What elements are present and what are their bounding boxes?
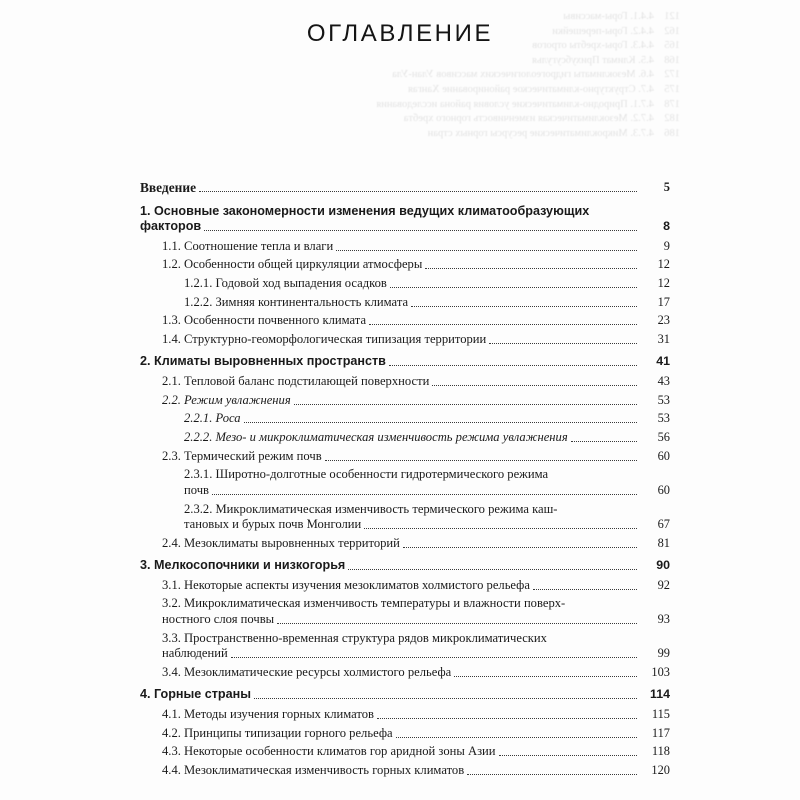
toc-entry[interactable]: [162, 239, 670, 255]
toc-entry-last-line: [184, 517, 670, 533]
toc-entry-label: Введение: [140, 180, 197, 195]
toc-page-number: 23: [657, 313, 670, 328]
toc-entry-last-line: [162, 646, 670, 662]
toc-entry[interactable]: [184, 295, 670, 311]
toc-entry-label: 1.1. Соотношение тепла и влаги: [162, 238, 334, 253]
ghost-line-number: 165: [664, 40, 680, 52]
toc-leader-dots: [231, 656, 637, 658]
toc-leader-dots: [244, 421, 637, 423]
toc-entry-last-line: [162, 612, 670, 628]
toc-entry-label: 4. Горные страны: [140, 687, 251, 702]
toc-entry[interactable]: [162, 578, 670, 594]
toc-entry[interactable]: [184, 502, 670, 533]
toc-entry[interactable]: [140, 354, 670, 370]
toc-leader-dots: [325, 459, 637, 461]
toc-leader-dots: [425, 267, 637, 269]
toc-page-number: 17: [657, 294, 670, 309]
toc-entry-label: 3.4. Мезоклиматические ресурсы холмистого рельефа: [162, 664, 452, 679]
toc-entry[interactable]: [162, 726, 670, 742]
toc-entry-label: наблюдений: [162, 646, 228, 661]
toc-entry[interactable]: [162, 449, 670, 465]
toc-page-number: 67: [657, 517, 670, 532]
toc-page-number: 56: [657, 430, 670, 444]
toc-entry-label: факторов: [140, 219, 202, 233]
toc-entry-label: 1.2.2. Зимняя континентальность климата: [184, 294, 409, 309]
toc-page-number: 60: [657, 448, 670, 463]
toc-entry-label: 2.2. Режим увлажнения: [162, 392, 291, 407]
toc-entry-label: 2.4. Мезоклиматы выровненных территорий: [162, 535, 400, 550]
toc-leader-dots: [364, 527, 637, 529]
ghost-line-text: 4.4.2. Горы-перешейки: [552, 25, 654, 37]
toc-leader-dots: [389, 364, 637, 366]
toc-page-number: 115: [651, 706, 670, 721]
toc-entry-label: 2.2.1. Роса: [184, 411, 241, 426]
toc-entry-label: 2.2.2. Мезо- и микроклиматическая изменчивость режима увлажнения: [184, 430, 568, 444]
toc-entry-label: 4.4. Мезоклиматическая изменчивость горных климатов: [162, 762, 465, 777]
toc-entry-label: 2.3. Термический режим почв: [162, 448, 322, 463]
table-of-contents: [140, 180, 670, 782]
toc-entry-label: 3. Мелкосопочники и низкогорья: [140, 558, 346, 573]
toc-page-number: 81: [657, 535, 670, 550]
toc-leader-dots: [432, 384, 637, 386]
toc-leader-dots: [254, 697, 637, 699]
ghost-line-number: 121: [664, 11, 680, 22]
toc-entry-label: 4.3. Некоторые особенности климатов гор аридной зоны Азии: [162, 744, 496, 759]
ghost-line: [120, 127, 680, 142]
toc-leader-dots: [571, 440, 637, 442]
toc-entry-line: 3.3. Пространственно-временная структура рядов микроклиматических: [162, 630, 547, 645]
toc-entry-label: 1.2.1. Годовой ход выпадения осадков: [184, 275, 387, 290]
ghost-line-number: 175: [664, 83, 680, 95]
toc-leader-dots: [411, 305, 637, 307]
toc-page-number: 99: [657, 646, 670, 661]
toc-entry[interactable]: [140, 558, 670, 574]
toc-page-number: 92: [657, 577, 670, 592]
toc-entry[interactable]: [162, 332, 670, 348]
toc-page-number: 5: [663, 180, 670, 194]
ghost-line: [120, 68, 680, 83]
toc-entry-label: 4.1. Методы изучения горных климатов: [162, 706, 375, 721]
toc-entry[interactable]: [162, 374, 670, 390]
ghost-line-number: 168: [664, 54, 680, 66]
toc-entry[interactable]: [162, 763, 670, 779]
ghost-line-number: 162: [664, 25, 680, 37]
ghost-line-text: 4.7.1. Природно-климатические условия района исследования: [376, 98, 654, 110]
toc-page-number: 31: [657, 331, 670, 346]
toc-leader-dots: [336, 249, 637, 251]
ghost-line-text: 4.6. Мезоклиматы гидрогеологических массивов Улан-Ула: [392, 69, 654, 81]
toc-page-number: 90: [656, 558, 670, 573]
toc-page-number: 60: [657, 482, 670, 497]
toc-entry[interactable]: [162, 744, 670, 760]
toc-page-number: 9: [663, 238, 670, 253]
toc-entry-label: 2.1. Тепловой баланс подстилающей поверхности: [162, 373, 430, 388]
toc-leader-dots: [204, 229, 637, 231]
toc-page-number: 114: [650, 687, 670, 702]
toc-page-number: 120: [651, 762, 670, 777]
toc-entry[interactable]: [162, 536, 670, 552]
toc-entry-label: 1.2. Особенности общей циркуляции атмосферы: [162, 257, 423, 272]
toc-entry[interactable]: [184, 276, 670, 292]
ghost-line-text: 4.4.3. Горы-хребты отрогов: [532, 40, 654, 52]
toc-entry[interactable]: [162, 313, 670, 329]
ghost-line-text: 4.4.1. Горы-массивы: [563, 11, 654, 22]
toc-leader-dots: [489, 342, 637, 344]
toc-leader-dots: [377, 717, 637, 719]
toc-entry-line: 2.3.2. Микроклиматическая изменчивость термического режима каш-: [184, 501, 558, 516]
page-title: ОГЛАВЛЕНИЕ: [306, 20, 494, 47]
toc-entry[interactable]: [162, 707, 670, 723]
toc-entry[interactable]: [162, 393, 670, 409]
ghost-line: [120, 98, 680, 113]
ghost-line: [120, 112, 680, 127]
toc-entry-label: 2. Климаты выровненных пространств: [140, 354, 386, 369]
toc-leader-dots: [294, 403, 637, 405]
toc-entry-line: 1. Основные закономерности изменения ведущих климатообразующих: [140, 203, 590, 218]
ghost-line-number: 178: [664, 98, 680, 110]
ghost-line-text: 4.7. Структурно-климатическое районирование Хангая: [407, 83, 654, 95]
toc-entry[interactable]: [184, 467, 670, 498]
toc-page-number: 53: [657, 411, 670, 426]
toc-leader-dots: [199, 190, 637, 192]
ghost-line-text: 4.7.2. Мезоклиматическая изменчивость горного хребта: [403, 113, 654, 125]
toc-entry-label: 1.3. Особенности почвенного климата: [162, 313, 367, 328]
toc-entry-line: 3.2. Микроклиматическая изменчивость температуры и влажности поверх-: [162, 596, 566, 611]
toc-entry[interactable]: [140, 180, 670, 196]
toc-leader-dots: [369, 323, 637, 325]
toc-entry-label: 1.4. Структурно-геоморфологическая типизация территории: [162, 331, 487, 346]
toc-page-number: 118: [651, 744, 670, 759]
toc-page-number: 103: [651, 664, 670, 679]
toc-entry-label: почв: [184, 482, 209, 497]
ghost-line: [120, 83, 680, 98]
toc-entry[interactable]: [184, 430, 670, 446]
toc-page-number: 93: [657, 611, 670, 626]
toc-leader-dots: [396, 736, 637, 738]
ghost-line-number: 186: [664, 127, 680, 139]
toc-entry[interactable]: [140, 204, 670, 235]
toc-leader-dots: [467, 773, 637, 775]
ghost-line: [120, 54, 680, 69]
toc-entry[interactable]: [162, 665, 670, 681]
toc-leader-dots: [390, 286, 637, 288]
toc-entry[interactable]: [162, 257, 670, 273]
ghost-line-text: 4.7.3. Микроклиматические ресурсы горных стран: [427, 127, 654, 139]
toc-entry[interactable]: [184, 411, 670, 427]
ghost-line-number: 182: [664, 113, 680, 125]
toc-leader-dots: [533, 588, 637, 590]
toc-page-number: 41: [656, 354, 670, 369]
toc-page-number: 8: [663, 219, 670, 233]
toc-page-number: 12: [657, 275, 670, 290]
toc-page-number: 12: [657, 257, 670, 272]
toc-leader-dots: [403, 546, 637, 548]
toc-entry-line: 2.3.1. Широтно-долготные особенности гидротермического режима: [184, 467, 549, 482]
toc-page-number: 43: [657, 373, 670, 388]
toc-entry-label: ностного слоя почвы: [162, 611, 275, 626]
toc-leader-dots: [348, 568, 637, 570]
toc-leader-dots: [499, 754, 637, 756]
toc-entry[interactable]: [162, 631, 670, 662]
toc-page-number: 117: [651, 725, 670, 740]
ghost-line-number: 172: [664, 69, 680, 81]
toc-entry[interactable]: [162, 596, 670, 627]
toc-entry-label: тановых и бурых почв Монголии: [184, 517, 362, 532]
toc-leader-dots: [277, 622, 637, 624]
toc-entry-label: 3.1. Некоторые аспекты изучения мезоклиматов холмистого рельефа: [162, 577, 530, 592]
toc-leader-dots: [454, 675, 637, 677]
toc-leader-dots: [212, 493, 637, 495]
toc-entry-last-line: [184, 483, 670, 499]
toc-entry-last-line: [140, 219, 670, 235]
ghost-line-text: 4.5. Климат Прихубсугулья: [532, 54, 654, 66]
toc-entry[interactable]: [140, 687, 670, 703]
toc-entry-label: 4.2. Принципы типизации горного рельефа: [162, 725, 393, 740]
toc-page-number: 53: [657, 392, 670, 407]
